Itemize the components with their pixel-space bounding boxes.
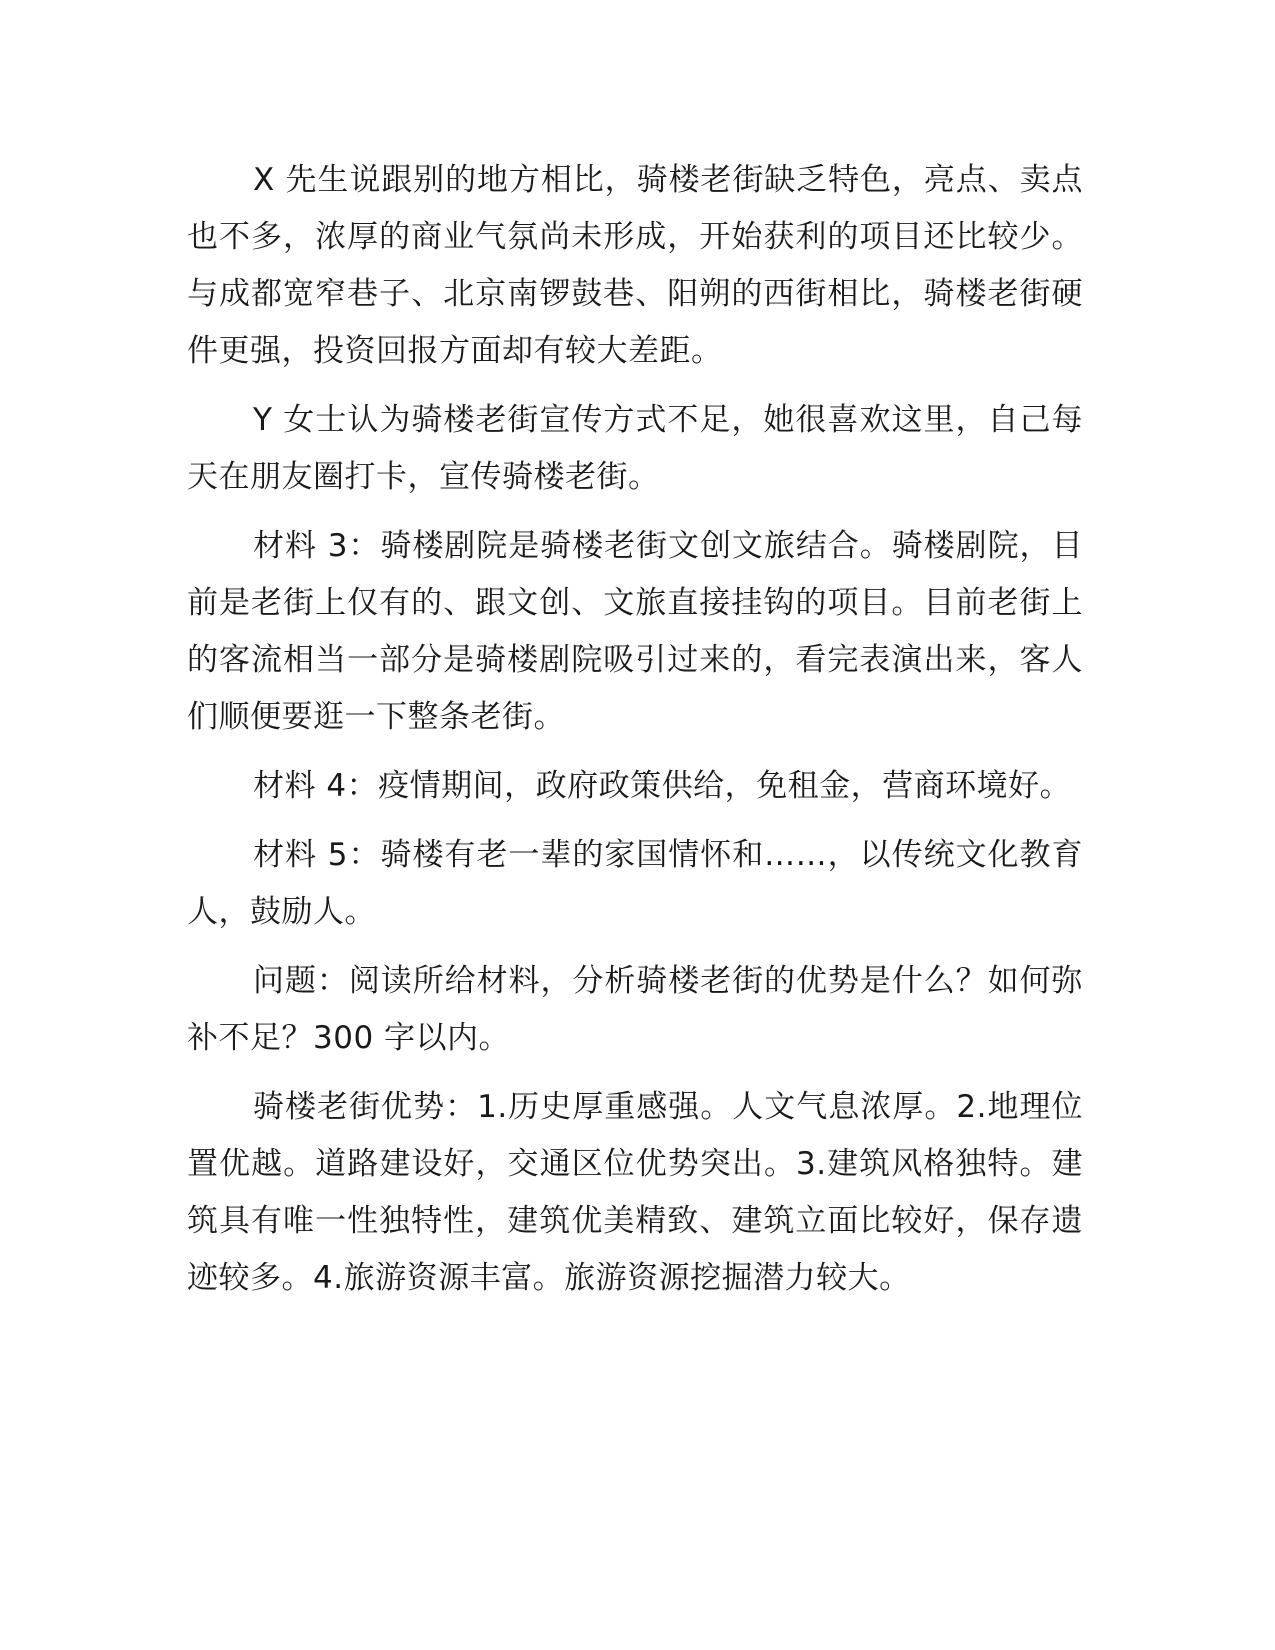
paragraph-material-5: 材料 5：骑楼有老一辈的家国情怀和……，以传统文化教育人，鼓励人。 <box>187 837 1083 930</box>
paragraph-answer: 骑楼老街优势：1.历史厚重感强。人文气息浓厚。2.地理位置优越。道路建设好，交通区位优势突出。3.建筑风格独特。建筑具有唯一性独特性，建筑优美精致、建筑立面比较好，保存遗迹较多。4.旅游资源丰富。旅游资源挖掘潜力较大。 <box>187 1089 1083 1296</box>
document-body <box>187 152 1083 1319</box>
paragraph-material-4: 材料 4：疫情期间，政府政策供给，免租金，营商环境好。 <box>253 768 1072 804</box>
paragraph-x-opinion: X 先生说跟别的地方相比，骑楼老街缺乏特色，亮点、卖点也不多，浓厚的商业气氛尚未形成，开始获利的项目还比较少。与成都宽窄巷子、北京南锣鼓巷、阳朔的西街相比，骑楼老街硬件更强，投资回报方面却有较大差距。 <box>187 162 1083 369</box>
paragraph-y-opinion: Y 女士认为骑楼老街宣传方式不足，她很喜欢这里，自己每天在朋友圈打卡，宣传骑楼老街。 <box>187 402 1083 495</box>
paragraph-question: 问题：阅读所给材料，分析骑楼老街的优势是什么？如何弥补不足？300 字以内。 <box>187 963 1083 1056</box>
paragraph-material-3: 材料 3：骑楼剧院是骑楼老街文创文旅结合。骑楼剧院，目前是老街上仅有的、跟文创、文旅直接挂钩的项目。目前老街上的客流相当一部分是骑楼剧院吸引过来的，看完表演出来，客人们顺便要逛一下整条老街。 <box>187 528 1083 735</box>
